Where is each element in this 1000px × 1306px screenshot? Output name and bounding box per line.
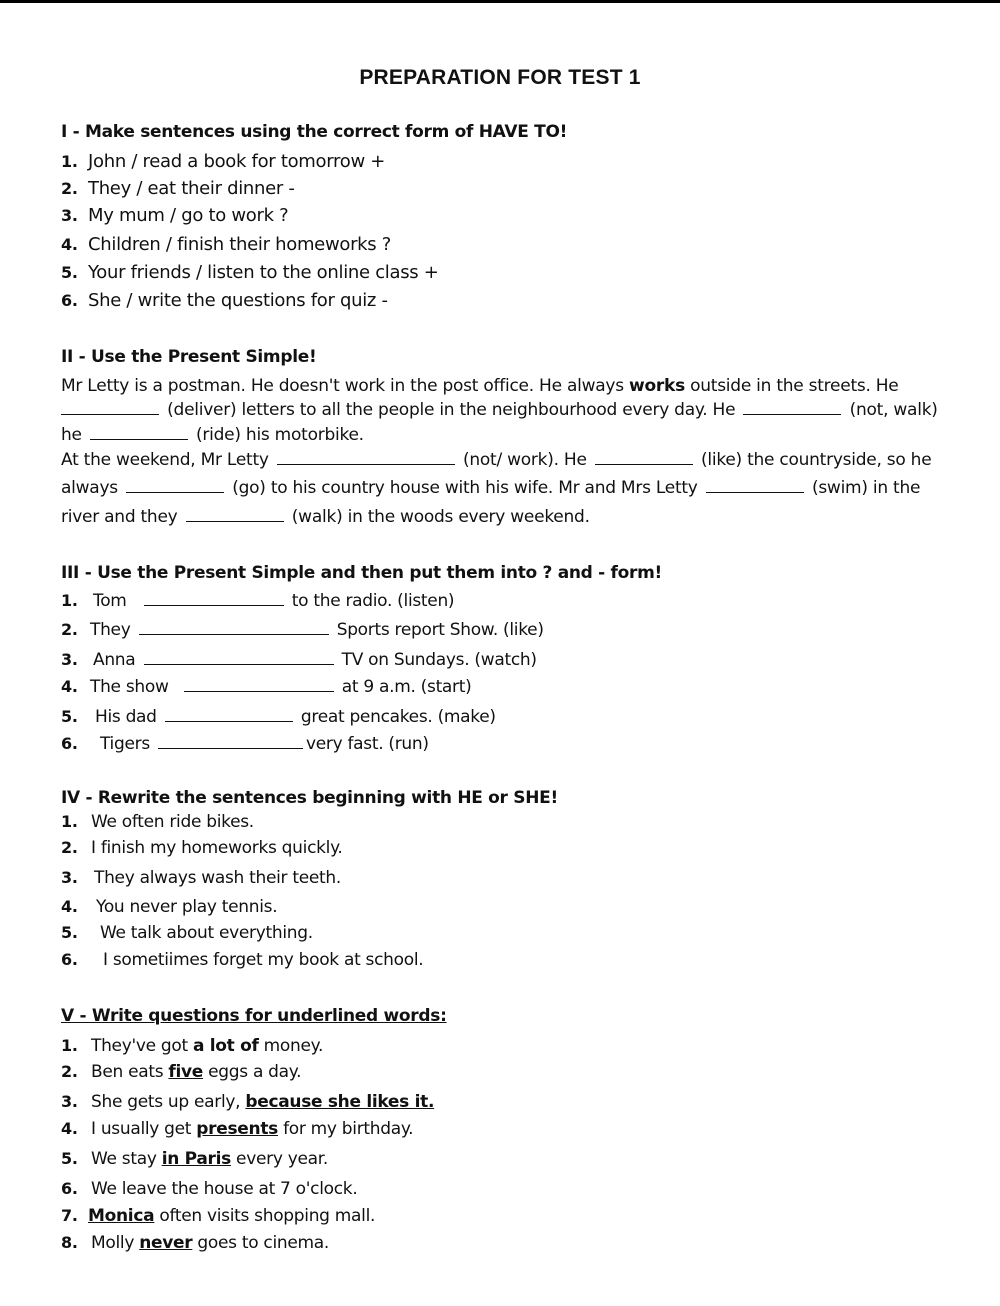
list-item: 4. You never play tennis. (61, 897, 278, 917)
list-item: 1. John / read a book for tomorrow + (61, 151, 386, 172)
paragraph-line: Mr Letty is a postman. He doesn't work in the post office. He always works outside in the streets. He (61, 376, 899, 396)
list-item: 6. Tigers very fast. (run) (61, 734, 429, 754)
list-item: 5. We stay in Paris every year. (61, 1149, 328, 1169)
list-item: 4. The show at 9 a.m. (start) (61, 677, 472, 697)
list-item: 4. I usually get presents for my birthday. (61, 1119, 414, 1139)
list-item: 4. Children / finish their homeworks ? (61, 234, 392, 255)
list-item: 6. We leave the house at 7 o'clock. (61, 1179, 358, 1199)
section1-heading: I - Make sentences using the correct form of HAVE TO! (61, 122, 568, 142)
list-item: 3. Anna TV on Sundays. (watch) (61, 650, 537, 670)
list-item: 3. My mum / go to work ? (61, 205, 289, 226)
list-item: 6. I sometiimes forget my book at school. (61, 950, 424, 970)
answer-blank[interactable] (90, 425, 188, 440)
list-item: 5. His dad great pencakes. (make) (61, 707, 496, 727)
answer-blank[interactable] (743, 400, 841, 415)
section5-heading: V - Write questions for underlined words: (61, 1006, 447, 1026)
answer-blank[interactable] (139, 620, 329, 635)
paragraph-line: river and they (walk) in the woods every weekend. (61, 507, 590, 527)
answer-blank[interactable] (144, 650, 334, 665)
answer-blank[interactable] (61, 400, 159, 415)
paragraph-line: (deliver) letters to all the people in the neighbourhood every day. He (not, walk) (61, 400, 938, 420)
list-item: 5. Your friends / listen to the online class + (61, 262, 439, 283)
list-item: 1. Tom to the radio. (listen) (61, 591, 455, 611)
list-item: 5. We talk about everything. (61, 923, 313, 943)
list-item: 7. Monica often visits shopping mall. (61, 1206, 376, 1226)
paragraph-line: always (go) to his country house with his wife. Mr and Mrs Letty (swim) in the (61, 478, 921, 498)
answer-blank[interactable] (184, 677, 334, 692)
answer-blank[interactable] (595, 450, 693, 465)
list-item: 2. I finish my homeworks quickly. (61, 838, 343, 858)
paragraph-line: At the weekend, Mr Letty (not/ work). He (like) the countryside, so he (61, 450, 932, 470)
list-item: 3. They always wash their teeth. (61, 868, 341, 888)
section4-heading: IV - Rewrite the sentences beginning with HE or SHE! (61, 788, 558, 808)
answer-blank[interactable] (165, 707, 293, 722)
answer-blank[interactable] (277, 450, 455, 465)
list-item: 2. They Sports report Show. (like) (61, 620, 544, 640)
page-title: PREPARATION FOR TEST 1 (359, 66, 641, 89)
section2-heading: II - Use the Present Simple! (61, 347, 317, 367)
top-border (0, 0, 1000, 3)
list-item: 2. Ben eats five eggs a day. (61, 1062, 302, 1082)
answer-blank[interactable] (126, 478, 224, 493)
section3-heading: III - Use the Present Simple and then put them into ? and - form! (61, 563, 662, 583)
paragraph-line: he (ride) his motorbike. (61, 425, 364, 445)
list-item: 1. We often ride bikes. (61, 812, 254, 832)
answer-blank[interactable] (706, 478, 804, 493)
list-item: 2. They / eat their dinner - (61, 178, 295, 199)
answer-blank[interactable] (144, 591, 284, 606)
list-item: 1. They've got a lot of money. (61, 1036, 324, 1056)
list-item: 3. She gets up early, because she likes it. (61, 1092, 435, 1112)
list-item: 8. Molly never goes to cinema. (61, 1233, 329, 1253)
answer-blank[interactable] (186, 507, 284, 522)
answer-blank[interactable] (158, 734, 303, 749)
list-item: 6. She / write the questions for quiz - (61, 290, 388, 311)
